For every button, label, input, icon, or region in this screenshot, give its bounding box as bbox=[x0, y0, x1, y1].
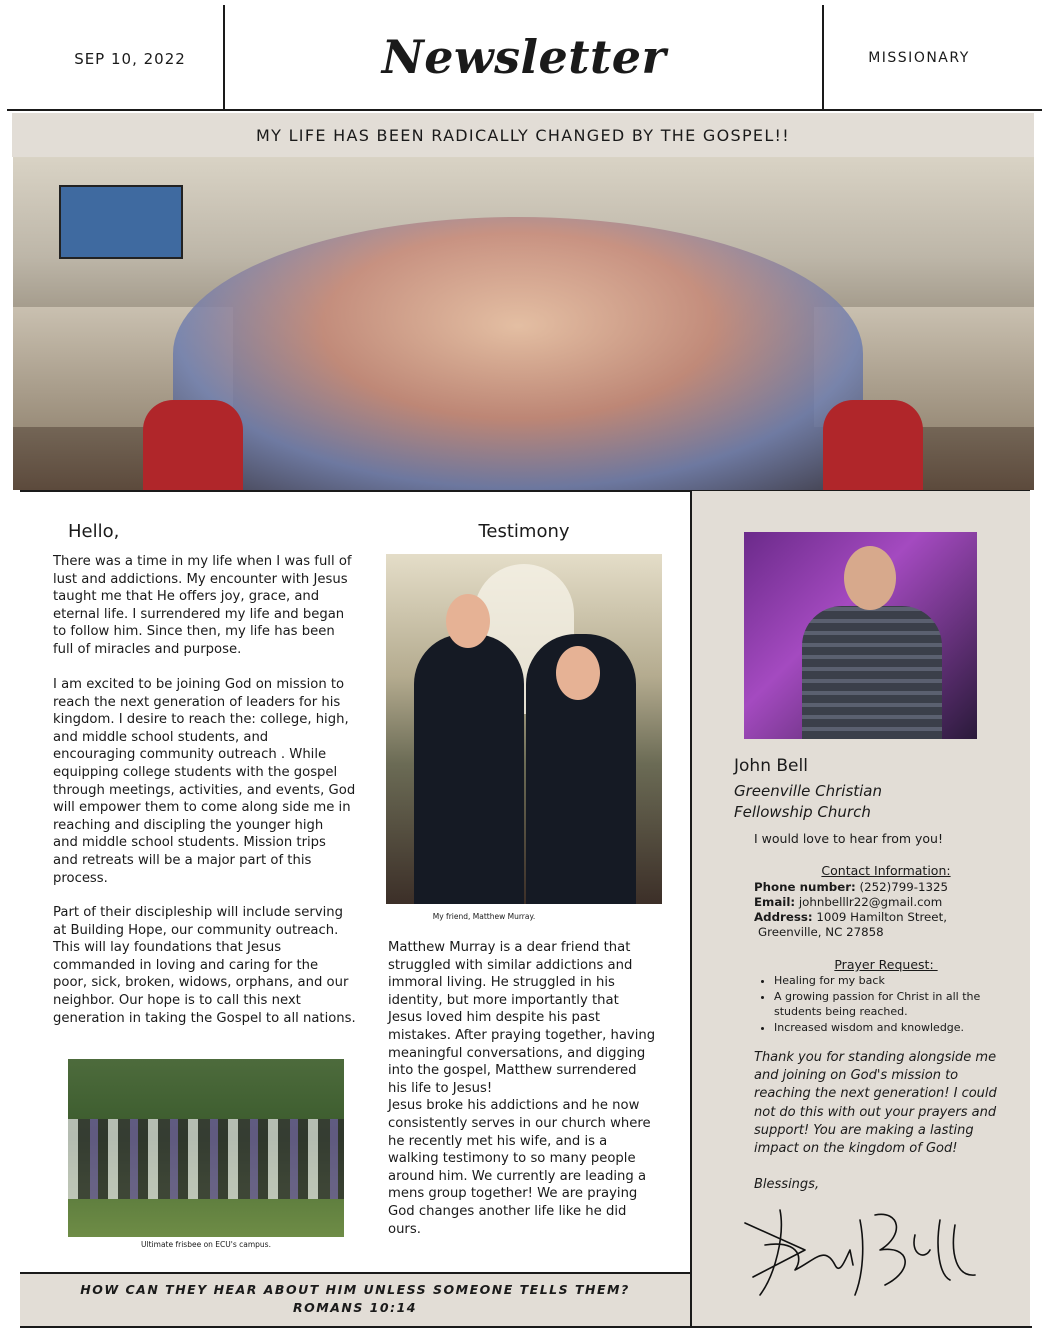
page-bottom-rule bbox=[20, 1326, 1032, 1328]
signature-image bbox=[735, 1205, 985, 1300]
issue-date: SEP 10, 2022 bbox=[74, 50, 186, 68]
thank-you-message: Thank you for standing alongside me and joining on God's mission to reaching the next generation! I could not do this with out your prayers and support! You are making a lasting impact on the kingdom of God! bbox=[754, 1050, 997, 1157]
church-name-line-1: Greenville Christian bbox=[734, 782, 883, 800]
friend-head bbox=[446, 594, 490, 648]
outreach-paragraph: Part of their discipleship will include serving at Building Hope, our community outreach. This will lay foundations that Jesus commanded in loving and caring for the poor, sick, broken, widows, orphans, and our neighbor. Our hope is to call this next generation in taking the Gospel to all nations. bbox=[53, 905, 356, 1026]
prayer-item: • Healing for my back bbox=[774, 973, 1009, 989]
ball-return-right bbox=[823, 400, 923, 490]
intro-paragraph: There was a time in my life when I was full of lust and addictions. My encounter with Jesus taught me that He offers joy, grace, and eternal life. I surrendered my life and began to follow him. Since then, my life has been full of miracles and purpose. bbox=[53, 554, 352, 657]
prayer-heading: Prayer Request: bbox=[834, 957, 938, 972]
phone-row bbox=[754, 880, 1024, 895]
speaker-face bbox=[844, 546, 896, 610]
author-name: John Bell bbox=[734, 756, 808, 776]
frisbee-photo bbox=[68, 1059, 344, 1237]
scripture-footer bbox=[20, 1274, 690, 1326]
header-divider-right bbox=[822, 5, 824, 110]
contact-heading: Contact Information: bbox=[821, 863, 951, 878]
address-line-2: Greenville, NC 27858 bbox=[758, 925, 884, 939]
prayer-list bbox=[754, 973, 1009, 1035]
address-row bbox=[754, 910, 1024, 925]
scripture-reference: ROMANS 10:14 bbox=[293, 1300, 417, 1315]
email-label: Email: bbox=[754, 895, 796, 909]
ball-return-left bbox=[143, 400, 243, 490]
phone-value: (252)799-1325 bbox=[859, 880, 949, 894]
newsletter-title: Newsletter bbox=[381, 30, 667, 84]
friend-figure bbox=[414, 634, 524, 904]
role-tag: MISSIONARY bbox=[868, 50, 970, 66]
author-head bbox=[556, 646, 600, 700]
testimony-heading: Testimony bbox=[478, 521, 570, 542]
prayer-item: • A growing passion for Christ in all the students being reached. bbox=[774, 989, 1009, 1020]
bowling-tv-screen bbox=[59, 185, 183, 259]
church-name-line-2: Fellowship Church bbox=[734, 803, 871, 821]
header-bottom-rule bbox=[7, 109, 1042, 111]
contact-info bbox=[754, 880, 1024, 940]
scripture-quote: HOW CAN THEY HEAR ABOUT HIM UNLESS SOMEONE TELLS THEM? bbox=[80, 1282, 630, 1297]
testimony-story: Matthew Murray is a dear friend that struggled with similar addictions and immoral living. He struggled in his identity, but more importantly that Jesus loved him despite his past mistakes. After praying together, having meaningful conversations, and digging into the gospel, Matthew surrendered his life to Jesus! Jesus broke his addictions and he now consistently serves in our church where he recently met his wife, and is a walking testimony to so many people around him. We currently are leading a mens group together! We are praying God changes another life like he did ours. bbox=[388, 940, 656, 1237]
closing-salutation: Blessings, bbox=[754, 1177, 820, 1192]
john-bell-photo bbox=[744, 532, 977, 739]
frisbee-group bbox=[68, 1119, 344, 1199]
contact-intro: I would love to hear from you! bbox=[754, 831, 943, 846]
headline-text: MY LIFE HAS BEEN RADICALLY CHANGED BY THE GOSPEL!! bbox=[256, 126, 790, 145]
wedding-photo bbox=[386, 554, 662, 904]
address-label: Address: bbox=[754, 910, 813, 924]
address-line-1: 1009 Hamilton Street, bbox=[816, 910, 947, 924]
email-value: johnbelllr22@gmail.com bbox=[798, 895, 943, 909]
phone-label: Phone number: bbox=[754, 880, 856, 894]
wedding-photo-caption: My friend, Matthew Murray. bbox=[432, 912, 536, 921]
youth-group-crowd bbox=[173, 217, 863, 490]
frisbee-photo-caption: Ultimate frisbee on ECU's campus. bbox=[141, 1240, 271, 1249]
group-bowling-photo bbox=[13, 157, 1034, 490]
email-row bbox=[754, 895, 1024, 910]
headline-banner bbox=[12, 113, 1034, 157]
greeting-heading: Hello, bbox=[68, 521, 120, 542]
mission-paragraph: I am excited to be joining God on mission to reach the next generation of leaders for his kingdom. I desire to reach the: college, high, and middle school students, and encouraging community outreach . While equipping college students with the gospel through meetings, activities, and events, God will empower them to come along side me in reaching and discipling the younger high and middle school students. Mission trips and retreats will be a major part of this process. bbox=[53, 677, 356, 886]
prayer-item: • Increased wisdom and knowledge. bbox=[774, 1020, 1009, 1036]
header-divider-left bbox=[223, 5, 225, 110]
speaker-body bbox=[802, 606, 942, 739]
